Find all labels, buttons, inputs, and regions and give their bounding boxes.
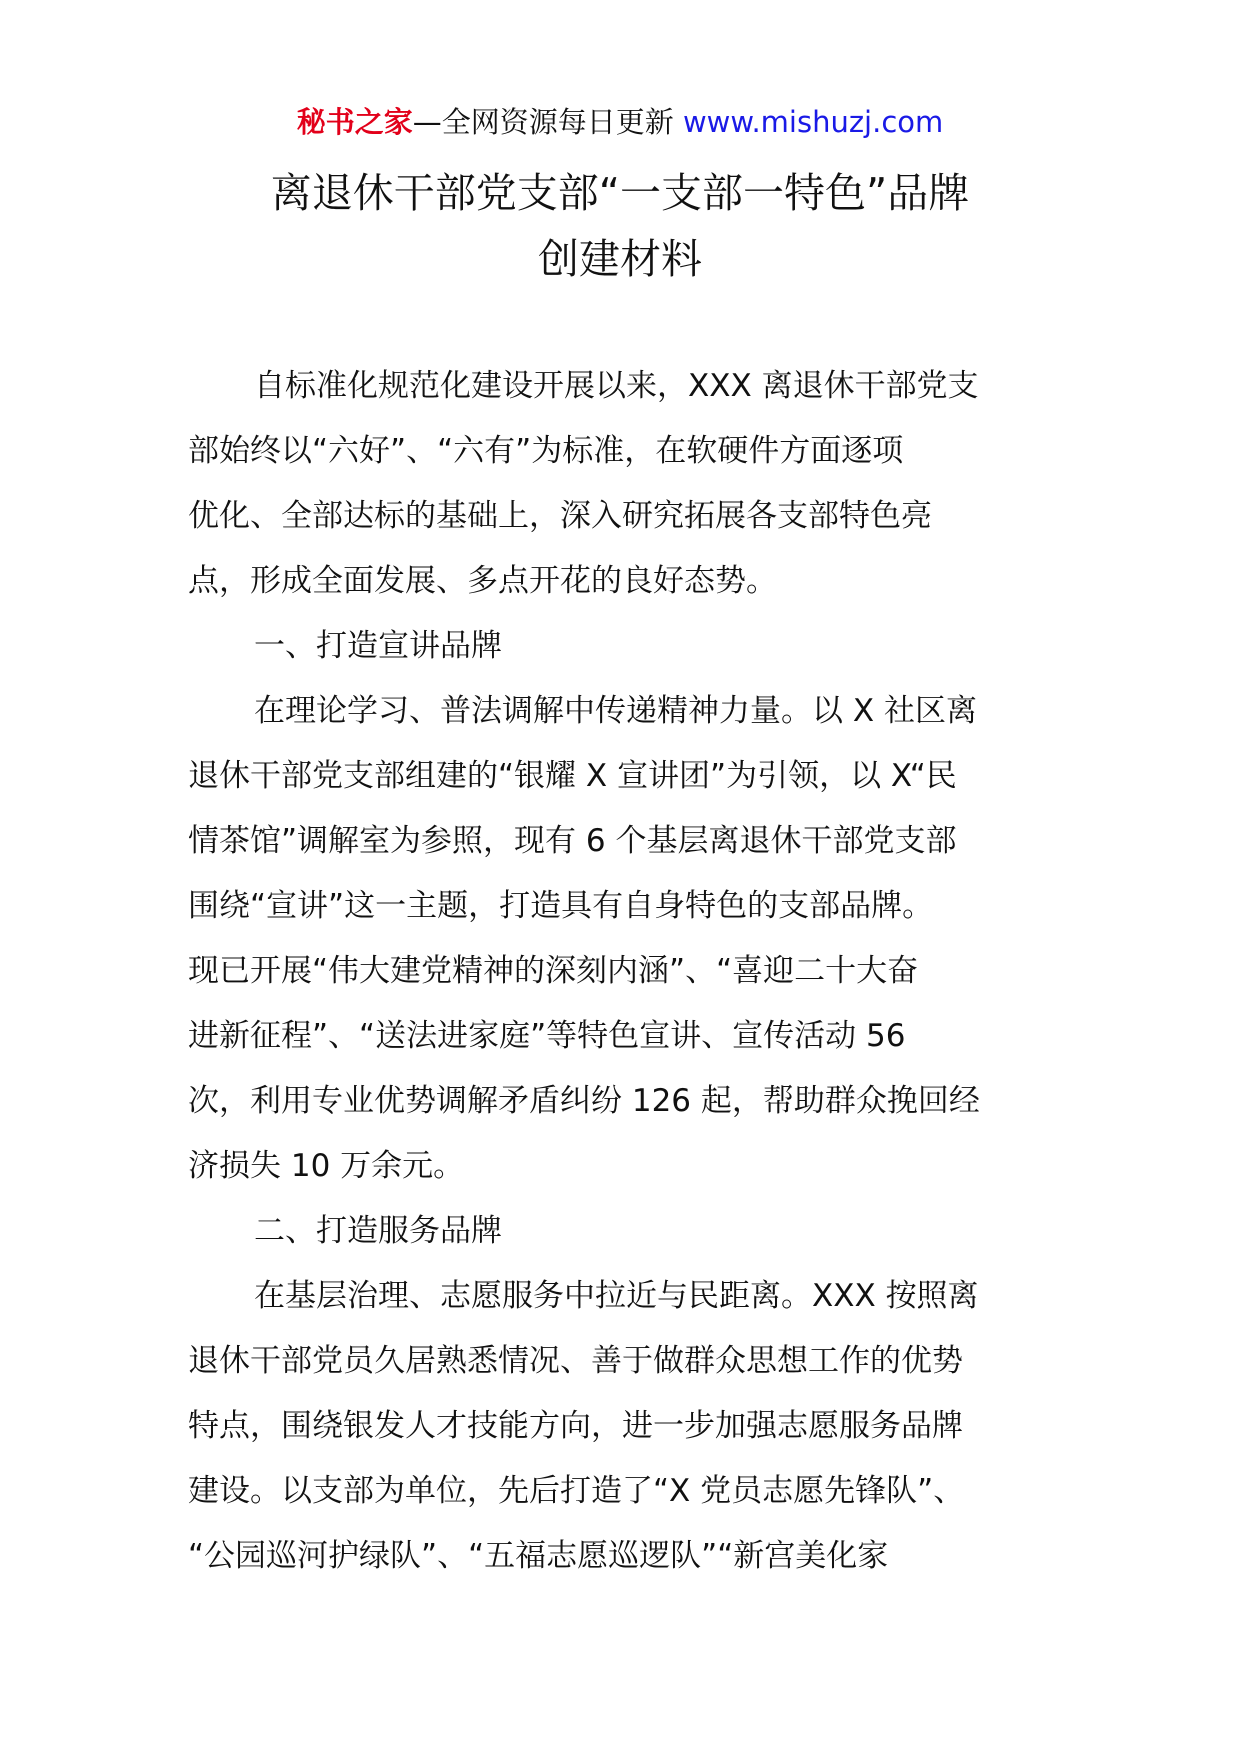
- paragraph-line: 围绕“宣讲”这一主题，打造具有自身特色的支部品牌。: [188, 888, 934, 924]
- paragraph-line: 在理论学习、普法调解中传递精神力量。以 X 社区离: [254, 693, 977, 729]
- paragraph-line: 优化、全部达标的基础上，深入研究拓展各支部特色亮: [188, 498, 932, 534]
- site-header: [0, 100, 1240, 144]
- paragraph-line: 部始终以“六好”、“六有”为标准，在软硬件方面逐项: [188, 433, 904, 469]
- title-line-1: 离退休干部党支部“一支部一特色”品牌: [270, 169, 970, 217]
- paragraph-line: 建设。以支部为单位，先后打造了“X 党员志愿先锋队”、: [188, 1473, 965, 1509]
- document-body: [188, 354, 1054, 1589]
- paragraph-line: 情茶馆”调解室为参照，现有 6 个基层离退休干部党支部: [188, 823, 957, 859]
- paragraph-line: 现已开展“伟大建党精神的深刻内涵”、“喜迎二十大奋: [188, 953, 919, 989]
- header-tagline: —全网资源每日更新: [412, 105, 674, 139]
- paragraph-line: 自标准化规范化建设开展以来，XXX 离退休干部党支: [254, 368, 979, 404]
- paragraph-line: “公园巡河护绿队”、“五福志愿巡逻队”“新宫美化家: [188, 1538, 889, 1574]
- paragraph-line: 退休干部党支部组建的“银耀 X 宣讲团”为引领，以 X“民: [188, 758, 957, 794]
- section-heading-2: 二、打造服务品牌: [254, 1213, 502, 1249]
- paragraph-line: 次，利用专业优势调解矛盾纠纷 126 起，帮助群众挽回经: [188, 1083, 980, 1119]
- paragraph-line: 在基层治理、志愿服务中拉近与民距离。XXX 按照离: [254, 1278, 979, 1314]
- paragraph-line: 济损失 10 万余元。: [188, 1148, 465, 1184]
- section-heading-1: 一、打造宣讲品牌: [254, 628, 502, 664]
- paragraph-line: 点，形成全面发展、多点开花的良好态势。: [188, 563, 777, 599]
- document-title: [150, 160, 1090, 292]
- paragraph-line: 进新征程”、“送法进家庭”等特色宣讲、宣传活动 56: [188, 1018, 906, 1054]
- title-line-2: 创建材料: [538, 235, 702, 283]
- brand-name: 秘书之家: [296, 105, 413, 139]
- paragraph-line: 特点，围绕银发人才技能方向，进一步加强志愿服务品牌: [188, 1408, 963, 1444]
- paragraph-line: 退休干部党员久居熟悉情况、善于做群众思想工作的优势: [188, 1343, 963, 1379]
- site-url-link[interactable]: www.mishuzj.com: [682, 105, 944, 139]
